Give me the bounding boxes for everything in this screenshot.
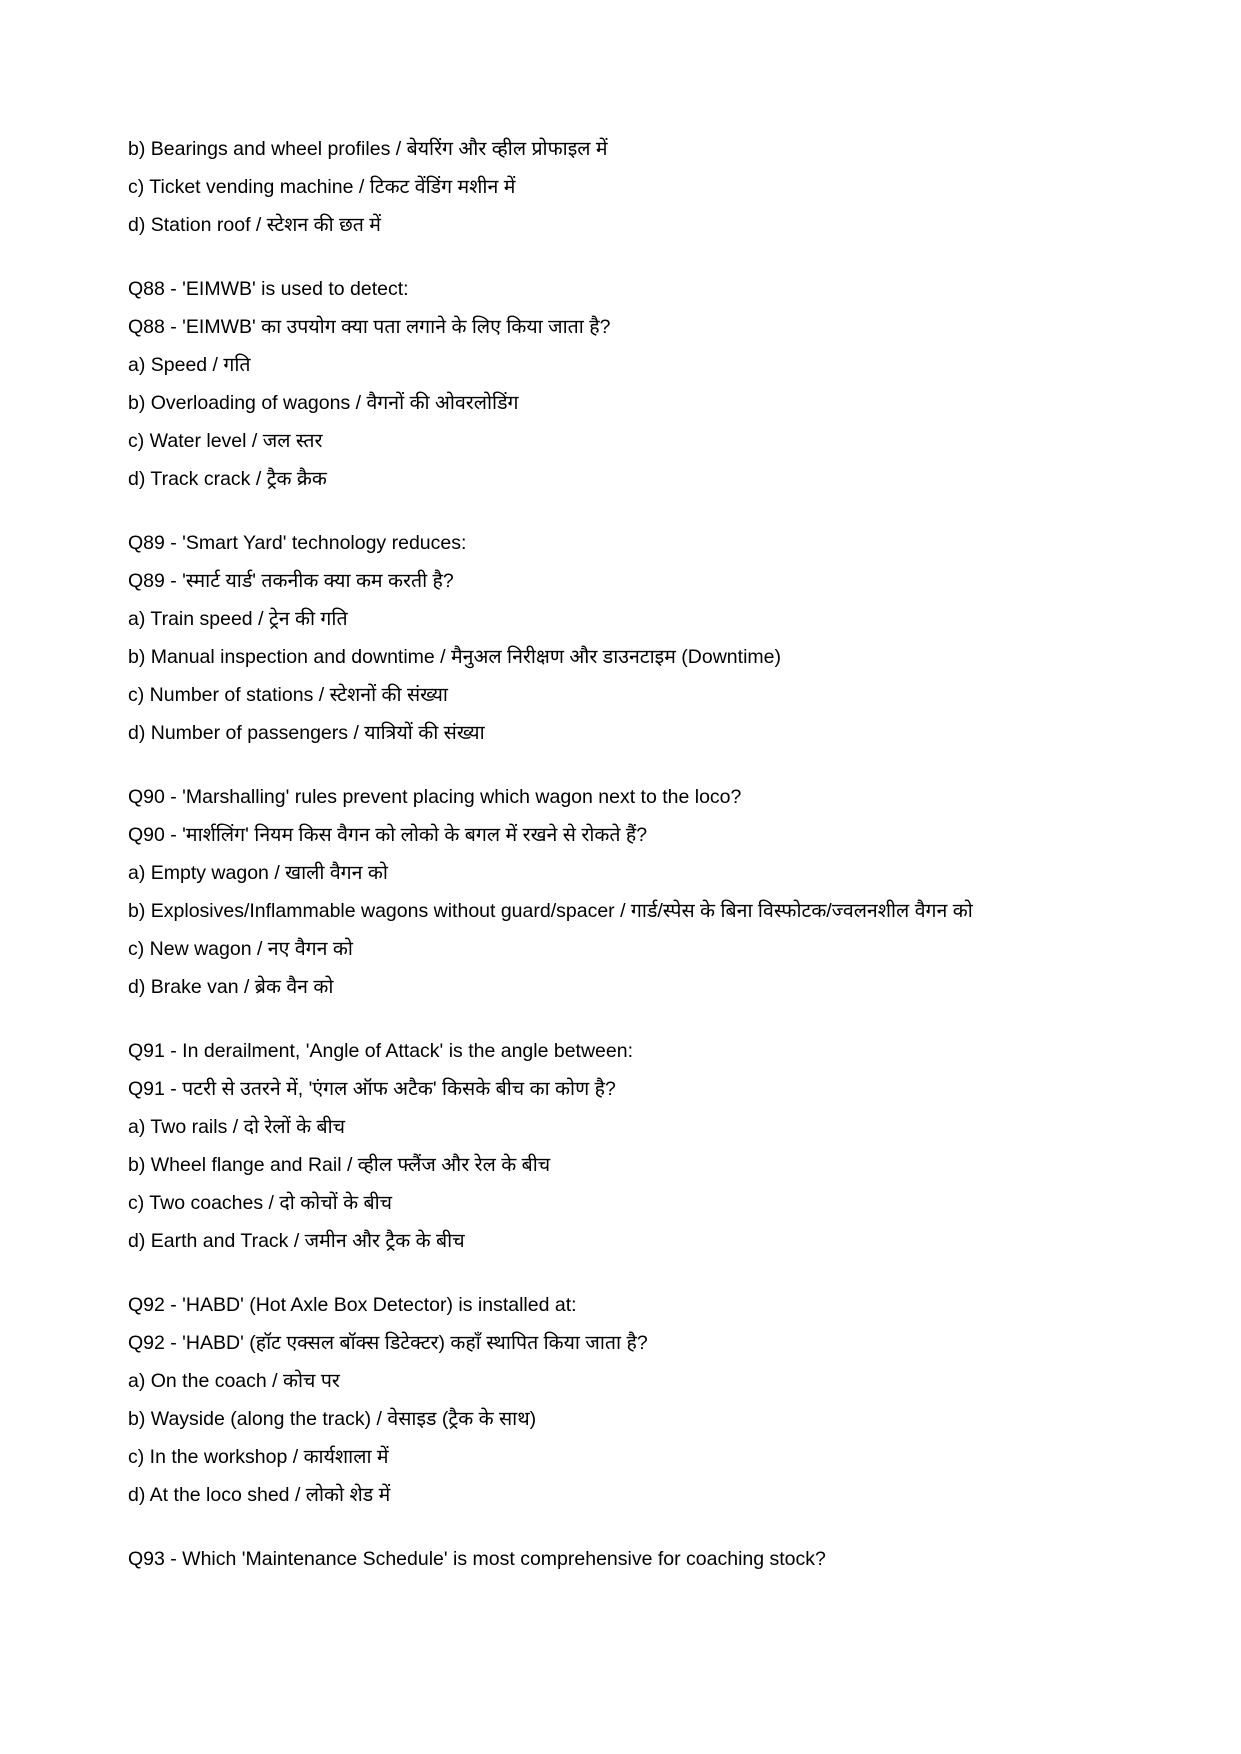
text-line: Q88 - 'EIMWB' का उपयोग क्या पता लगाने के लिए किया जाता है? [128,316,611,338]
text-line: c) In the workshop / कार्यशाला में [128,1446,389,1468]
text-line: Q90 - 'Marshalling' rules prevent placing which wagon next to the loco? [128,786,742,808]
paragraph-spacer [128,1006,1113,1032]
text-line: a) On the coach / कोच पर [128,1370,340,1392]
text-line: d) At the loco shed / लोको शेड में [128,1484,391,1506]
text-line: Q89 - 'Smart Yard' technology reduces: [128,532,467,554]
question-block [128,1032,1113,1260]
text-line: a) Speed / गति [128,354,251,376]
text-line: a) Two rails / दो रेलों के बीच [128,1116,346,1138]
text-line: c) Ticket vending machine / टिकट वेंडिंग मशीन में [128,176,516,198]
text-line: Q90 - 'मार्शलिंग' नियम किस वैगन को लोको के बगल में रखने से रोकते हैं? [128,824,648,846]
text-line: b) Manual inspection and downtime / मैनुअल निरीक्षण और डाउनटाइम (Downtime) [128,646,781,668]
paragraph-spacer [128,752,1113,778]
question-block [128,130,1113,244]
paragraph-spacer [128,244,1113,270]
text-line: b) Overloading of wagons / वैगनों की ओवरलोडिंग [128,392,519,414]
text-line: d) Brake van / ब्रेक वैन को [128,976,334,998]
text-line: d) Station roof / स्टेशन की छत में [128,214,381,236]
text-line: Q92 - 'HABD' (हॉट एक्सल बॉक्स डिटेक्टर) कहाँ स्थापित किया जाता है? [128,1332,648,1354]
text-line: b) Wayside (along the track) / वेसाइड (ट्रैक के साथ) [128,1408,537,1430]
text-line: d) Earth and Track / जमीन और ट्रैक के बीच [128,1230,465,1252]
text-line: Q92 - 'HABD' (Hot Axle Box Detector) is installed at: [128,1294,577,1316]
text-line: b) Bearings and wheel profiles / बेयरिंग और व्हील प्रोफाइल में [128,138,608,160]
text-line: b) Explosives/Inflammable wagons without guard/spacer / गार्ड/स्पेस के बिना विस्फोटक/ज्वलनशील वैगन को [128,900,973,922]
text-line: b) Wheel flange and Rail / व्हील फ्लैंज और रेल के बीच [128,1154,551,1176]
text-line: c) New wagon / नए वैगन को [128,938,353,960]
question-block [128,270,1113,498]
text-line: a) Empty wagon / खाली वैगन को [128,862,388,884]
text-line: Q91 - In derailment, 'Angle of Attack' is the angle between: [128,1040,633,1062]
text-line: a) Train speed / ट्रेन की गति [128,608,348,630]
question-block [128,1286,1113,1514]
text-line: d) Track crack / ट्रैक क्रैक [128,468,327,490]
text-line: c) Two coaches / दो कोचों के बीच [128,1192,393,1214]
text-line: d) Number of passengers / यात्रियों की संख्या [128,722,485,744]
text-line: c) Number of stations / स्टेशनों की संख्या [128,684,448,706]
text-line: Q93 - Which 'Maintenance Schedule' is most comprehensive for coaching stock? [128,1548,826,1570]
paragraph-spacer [128,1260,1113,1286]
text-line: Q89 - 'स्मार्ट यार्ड' तकनीक क्या कम करती है? [128,570,454,592]
question-block [128,778,1113,1006]
text-line: Q91 - पटरी से उतरने में, 'एंगल ऑफ अटैक' किसके बीच का कोण है? [128,1078,616,1100]
paragraph-spacer [128,1514,1113,1540]
question-block [128,524,1113,752]
paragraph-spacer [128,498,1113,524]
document-content [128,130,1113,1578]
question-block [128,1540,1113,1578]
text-line: Q88 - 'EIMWB' is used to detect: [128,278,409,300]
text-line: c) Water level / जल स्तर [128,430,323,452]
